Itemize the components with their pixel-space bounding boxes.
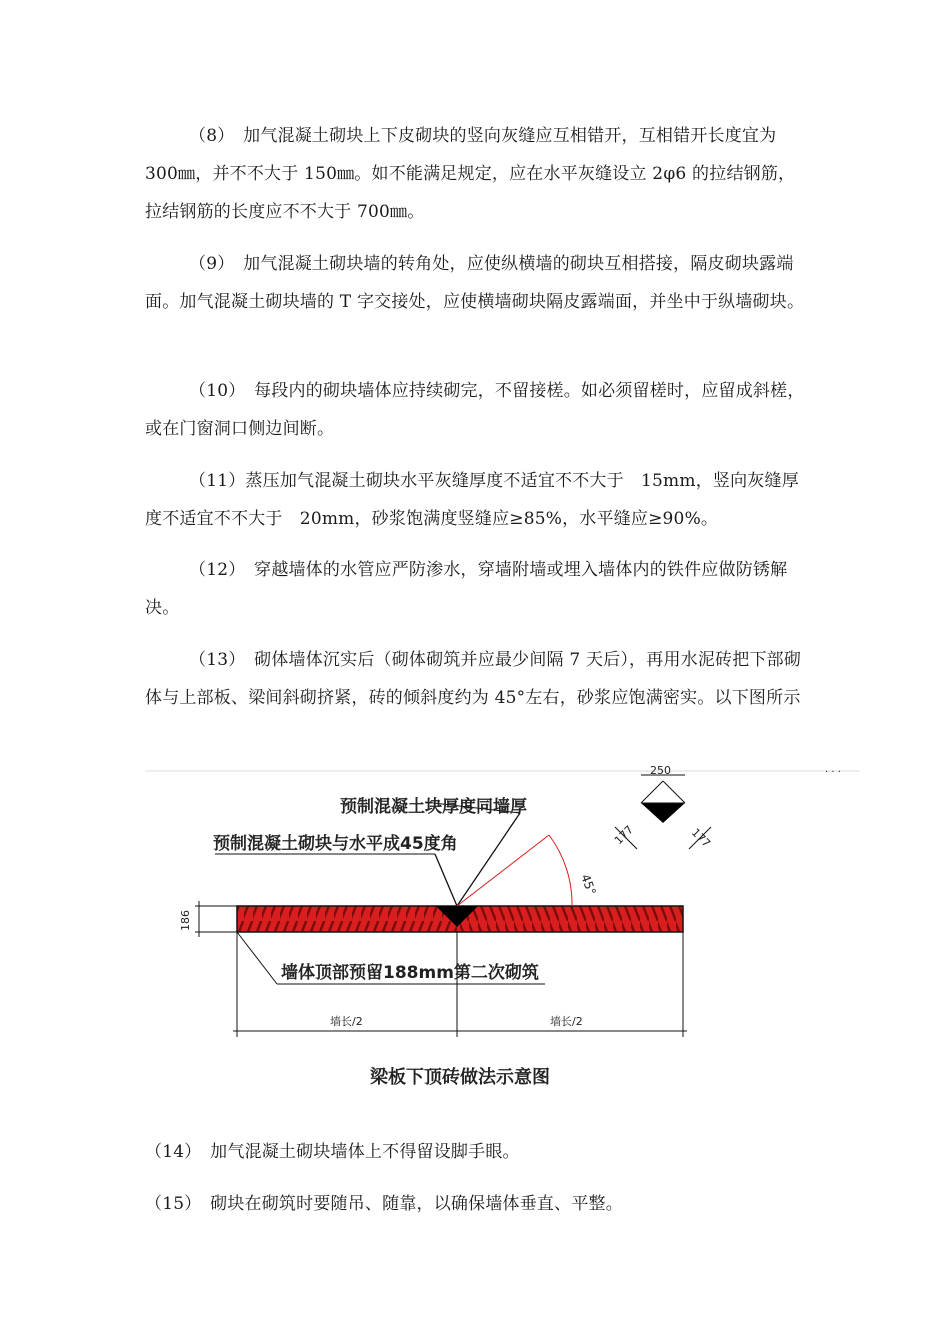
detail-dim-left-label: 177 [611,823,636,848]
label-block-thickness: 预制混凝土块厚度同墙厚 [340,797,527,817]
angle-arc [549,835,572,906]
beam-slab-diagram [145,765,860,1110]
figure-corner-dots: · · · [825,767,841,778]
label-block-angle: 预制混凝土砌块与水平成45度角 [213,834,458,854]
detail-right-edge [663,781,685,803]
leader-line-top [457,813,520,906]
detail-dim-right-label: 177 [688,825,713,850]
brick-band-left [237,906,457,932]
paragraph-15: （15） 砌块在砌筑时要随吊、随靠，以确保墙体垂直、平整。 [145,1194,623,1214]
paragraph-9: （9） 加气混凝土砌块墙的转角处，应使纵横墙的砌块互相搭接，隔皮砌块露端面。加气混凝土砌块墙的 T 字交接处，应使横墙砌块隔皮露端面，并坐中于纵墙砌块。 [145,254,805,312]
detail-block-triangle [641,803,685,823]
paragraph-12: （12） 穿越墙体的水管应严防渗水，穿墙附墙或埋入墙体内的铁件应做防锈解决。 [145,560,788,618]
paragraph-14: （14） 加气混凝土砌块墙体上不得留设脚手眼。 [145,1142,520,1162]
detail-left-edge [641,781,663,803]
paragraph-8: （8） 加气混凝土砌块上下皮砌块的竖向灰缝应互相错开，互相错开长度宜为 300㎜，并不不大于 150㎜。如不能满足规定，应在水平灰缝设立 2φ6 的拉结钢筋，拉结钢筋的长度应不不大于 700㎜。 [145,126,796,222]
detail-dim-top-label: 250 [650,765,671,777]
label-reserved-top: 墙体顶部预留188mm第二次砌筑 [281,963,539,983]
angle-label: 45° [578,872,599,898]
paragraph-10: （10） 每段内的砌块墙体应持续砌完，不留接槎。如必须留槎时，应留成斜槎，或在门窗洞口侧边间断。 [145,381,805,439]
length-dim-right-label: 墙长/2 [550,1015,583,1028]
paragraph-13: （13） 砌体墙体沉实后（砌体砌筑并应最少间隔 7 天后），再用水泥砖把下部砌体与上部板、梁间斜砌挤紧，砖的倾斜度约为 45°左右，砂浆应饱满密实。以下图所示 [145,650,802,708]
figure-caption: 梁板下顶砖做法示意图 [370,1067,550,1088]
diagram-svg [145,765,860,1110]
angle-ray [457,835,549,906]
paragraph-11: （11）蒸压加气混凝土砌块水平灰缝厚度不适宜不不大于 15mm，竖向灰缝厚度不适宜不不大于 20mm，砂浆饱满度竖缝应≥85%，水平缝应≥90%。 [145,471,799,529]
leader-line-mid [435,854,457,906]
length-dim-left-label: 墙长/2 [330,1015,363,1028]
brick-band-right [457,906,683,932]
leader-line-bottom [237,932,277,984]
height-dim-label: 186 [179,910,192,931]
